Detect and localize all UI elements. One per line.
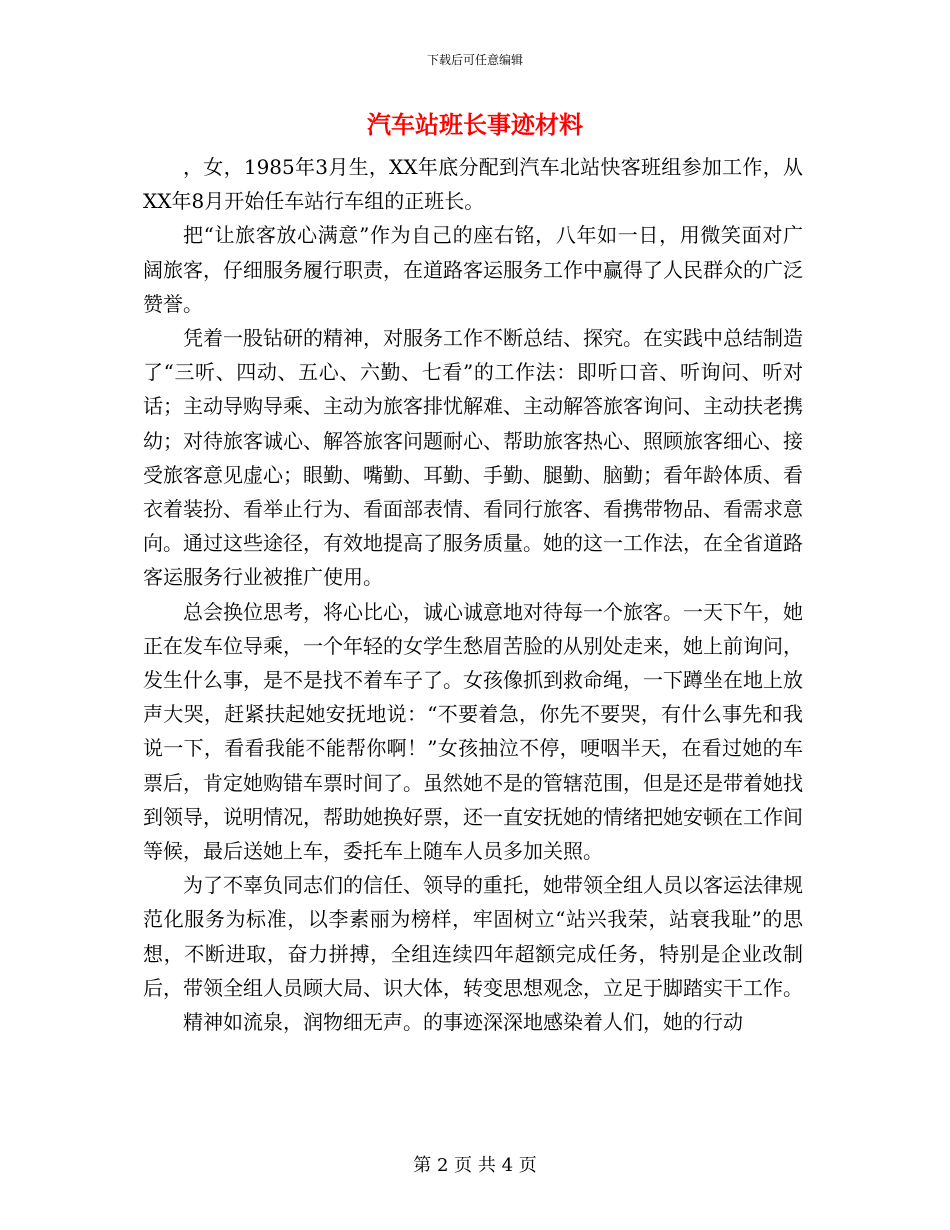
paragraph-3: 凭着一股钻研的精神，对服务工作不断总结、探究。在实践中总结制造了“三听、四动、五心、六勤、七看”的工作法：即听口音、听询问、听对话；主动导购导乘、主动为旅客排忧解难、主动解答旅客询问、主动扶老携幼；对待旅客诚心、解答旅客问题耐心、帮助旅客热心、照顾旅客细心、接受旅客意见虚心；眼勤、嘴勤、耳勤、手勤、腿勤、脑勤；看年龄体质、看衣着装扮、看举止行为、看面部表情、看同行旅客、看携带物品、看需求意向。通过这些途径，有效地提高了服务质量。她的这一工作法，在全省道路客运服务行业被推广使用。 [143, 326, 803, 590]
page-header-note: 下载后可任意编辑 [426, 53, 523, 67]
paragraph-6: 精神如流泉，润物细无声。的事迹深深地感染着人们，她的行动 [183, 1010, 743, 1035]
page-number: 第 2 页 共 4 页 [413, 1155, 537, 1176]
document-body [143, 150, 803, 1039]
paragraph-4: 总会换位思考，将心比心，诚心诚意地对待每一个旅客。一天下午，她正在发车位导乘，一个年轻的女学生愁眉苦脸的从别处走来，她上前询问，发生什么事，是不是找不着车子了。女孩像抓到救命绳，一下蹲坐在地上放声大哭，赶紧扶起她安抚地说：“不要着急，你先不要哭，有什么事先和我说一下，看看我能不能帮你啊！”女孩抽泣不停，哽咽半天，在看过她的车票后，肯定她购错车票时间了。虽然她不是的管辖范围，但是还是带着她找到领导，说明情况，帮助她换好票，还一直安抚她的情绪把她安顿在工作间等候，最后送她上车，委托车上随车人员多加关照。 [143, 599, 803, 864]
paragraph-1: ，女，1985年3月生，XX年底分配到汽车北站快客班组参加工作，从XX年8月开始任车站行车组的正班长。 [143, 155, 803, 214]
paragraph-2: 把“让旅客放心满意”作为自己的座右铭，八年如一日，用微笑面对广阔旅客，仔细服务履行职责，在道路客运服务工作中赢得了人民群众的广泛赞誉。 [143, 223, 803, 316]
paragraph-5: 为了不辜负同志们的信任、领导的重托，她带领全组人员以客运法律规范化服务为标准，以李素丽为榜样，牢固树立“站兴我荣，站衰我耻”的思想，不断进取，奋力拼搏，全组连续四年超额完成任务，特别是企业改制后，带领全组人员顾大局、识大体，转变思想观念，立足于脚踏实干工作。 [143, 873, 803, 1000]
document-title: 汽车站班长事迹材料 [367, 110, 583, 139]
